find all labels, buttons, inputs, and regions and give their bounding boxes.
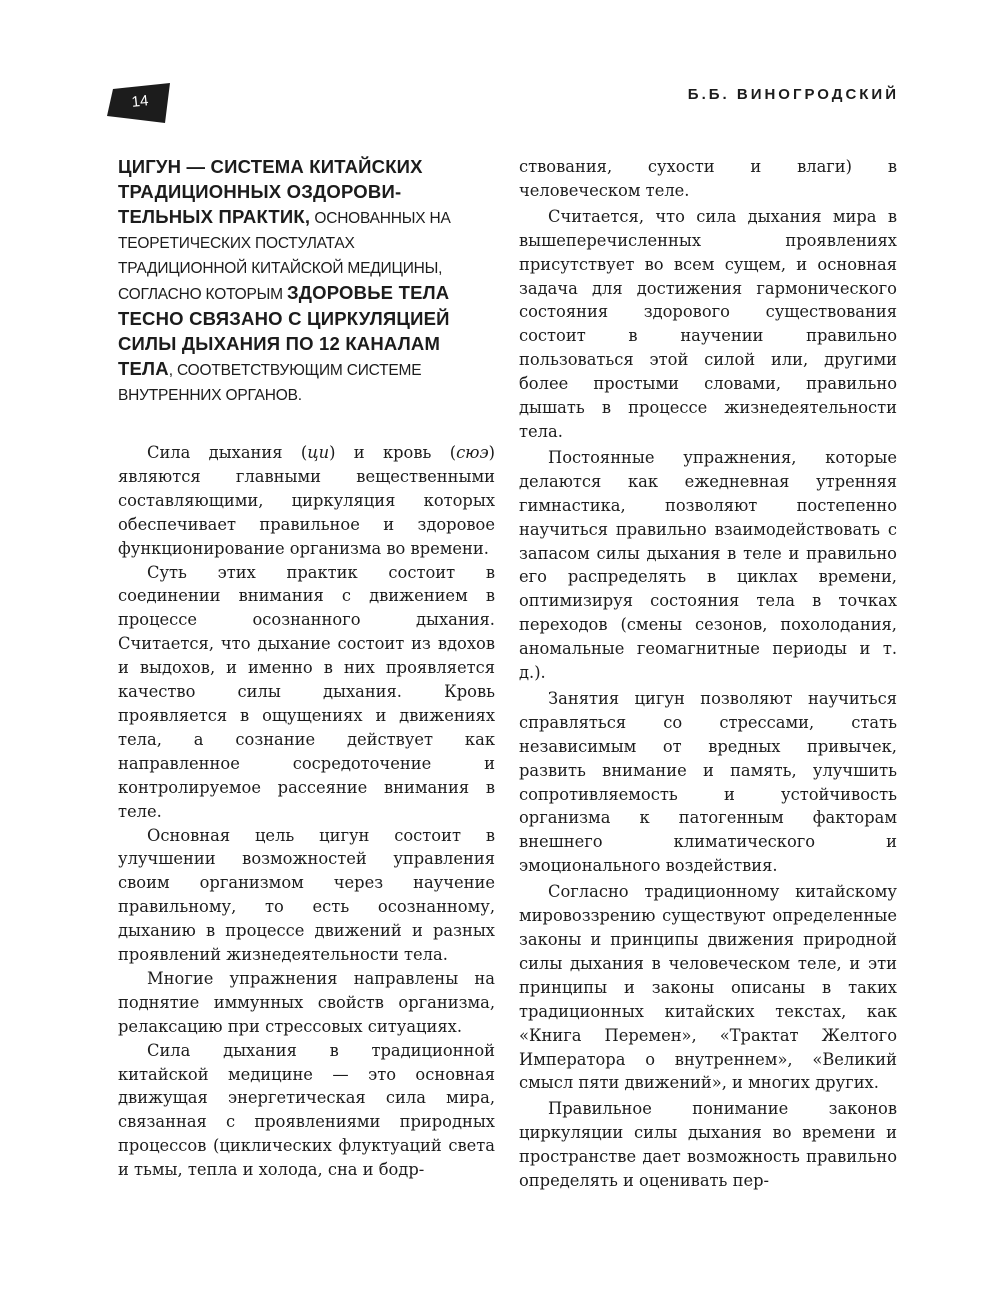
body-paragraph: Суть этих практик состоит в соединении внимания с движением в процессе осознанного дыхания. Считается, что дыхание состоит из вдохов и выдохов, и именно в них проявляется качество силы дыхания. Кровь проявляется в ощущениях и движениях тела, а сознание действует как направленное сосредоточение и контролируемое рассеяние внимания в теле.	[118, 562, 495, 821]
body-paragraph: Считается, что сила дыхания мира в вышеперечисленных проявлениях присутствует во всем сущем, и основная задача для достижения гармонического состояния здорового существования состоит в научении правильно пользоваться этой силой или, другими более простыми словами, правильно дышать в процессе жизнедеятельности тела.	[519, 206, 897, 441]
lead-bold-1: ЦИГУН — СИСТЕМА КИТАЙСКИХ ТРАДИЦИОННЫХ ОЗДОРОВИ-ТЕЛЬНЫХ ПРАКТИК,	[118, 156, 423, 227]
page-number-badge	[107, 83, 173, 123]
body-paragraph: Сила дыхания в традиционной китайской медицине — это основная движущая энергетическая сила мира, связанная с проявлениями природных процессов (циклических флуктуаций света и тьмы, тепла и холода, сна и бодр-	[118, 1040, 495, 1180]
lead-text-2: , СООТВЕТСТВУЮЩИМ СИСТЕМЕ ВНУТРЕННИХ ОРГАНОВ.	[118, 362, 422, 404]
lead-paragraph	[118, 155, 463, 408]
lead-bold-2: ЗДОРОВЬЕ ТЕЛА ТЕСНО СВЯЗАНО С ЦИРКУЛЯЦИЕЙ СИЛЫ ДЫХАНИЯ ПО 12 КАНАЛАМ ТЕЛА	[118, 282, 450, 379]
body-paragraph: Правильное понимание законов циркуляции силы дыхания во времени и пространстве дает возможность правильно определять и оценивать пер-	[519, 1099, 897, 1191]
text-run: ) являются главными вещественными составляющими, циркуляция которых обеспечивает правильное и здоровое функционирование организма во времени.	[118, 443, 495, 558]
term-qi: ци	[307, 443, 330, 462]
body-paragraph: Основная цель цигун состоит в улучшении возможностей управления своим организмом через научение правильному, то есть осознанному, дыханию в процессе движений и разных проявлений жизнедеятельности тела.	[118, 825, 495, 965]
body-paragraph	[118, 441, 495, 561]
body-paragraph-continued: ствования, сухости и влаги) в человеческом теле.	[519, 157, 897, 200]
body-paragraph: Согласно традиционному китайскому мировоззрению существуют определенные законы и принципы движения природной силы дыхания в человеческом теле, и эти принципы и законы описаны в таких традиционных китайских текстах, как «Книга Перемен», «Трактат Желтого Императора о внутреннем», «Великий смысл пяти движений», и многих других.	[519, 882, 897, 1093]
left-column	[118, 441, 495, 1182]
text-run: ) и кровь (	[329, 443, 457, 462]
body-paragraph: Постоянные упражнения, которые делаются как ежедневная утренняя гимнастика, позволяют постепенно научиться правильно взаимодействовать с запасом силы дыхания в теле и правильно его распределять в циклах времени, оптимизируя состояния тела в точках переходов (смены сезонов, похолодания, аномальные геомагнитные периоды и т. д.).	[519, 447, 897, 683]
running-head-author: Б.Б. ВИНОГРОДСКИЙ	[687, 86, 899, 103]
page-number: 14	[130, 92, 150, 111]
right-column	[519, 155, 897, 1193]
term-xue: сюэ	[456, 443, 489, 462]
body-paragraph: Занятия цигун позволяют научиться справляться со стрессами, стать независимым от вредных привычек, развить внимание и память, улучшить сопротивляемость и устойчивость организма к патогенным факторам внешнего климатического и эмоционального воздействия.	[519, 688, 897, 876]
body-paragraph: Многие упражнения направлены на поднятие иммунных свойств организма, релаксацию при стрессовых ситуациях.	[118, 968, 495, 1036]
lead-text-1: ОСНОВАННЫХ НА ТЕОРЕТИЧЕСКИХ ПОСТУЛАТАХ ТРАДИЦИОННОЙ КИТАЙСКОЙ МЕДИЦИНЫ, СОГЛАСНО КОТОРЫМ	[118, 210, 451, 303]
text-run: Сила дыхания (	[147, 443, 308, 462]
